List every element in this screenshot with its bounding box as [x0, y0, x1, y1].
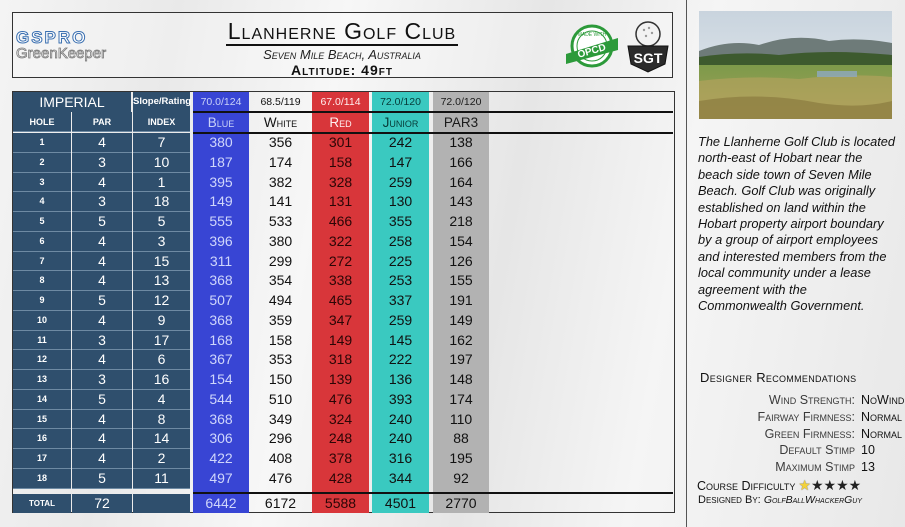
yardage-teal: 259: [388, 311, 413, 328]
yardage-teal: 259: [388, 173, 413, 190]
star-icon: ★: [798, 477, 811, 493]
yardage-white: 296: [268, 430, 293, 447]
yardage-red: 149: [328, 331, 353, 348]
hole-par: 4: [72, 271, 132, 291]
yardage-grey: 88: [453, 430, 469, 447]
yardage-grey: 143: [449, 193, 473, 210]
hole-par: 3: [72, 370, 132, 390]
yardage-blue: 422: [209, 450, 233, 466]
hole-index: 9: [133, 311, 190, 331]
hole-index: 13: [133, 271, 190, 291]
tee-rating-white: 68.5/119: [260, 96, 301, 108]
hole-index: 11: [133, 469, 190, 489]
yardage-white: 380: [268, 232, 293, 249]
hole-index: 4: [133, 390, 190, 410]
tee-name-red: Red: [329, 115, 352, 130]
course-location: Seven Mile Beach, Australia: [263, 47, 421, 62]
yardage-blue: 380: [209, 134, 233, 150]
hole-par: 5: [72, 469, 132, 489]
difficulty-stars: [798, 479, 861, 493]
yardage-blue: 368: [209, 272, 233, 289]
recommendations-title: Designer Recommendations: [700, 370, 857, 385]
yardage-grey: 110: [449, 410, 473, 427]
yardage-blue: 396: [209, 232, 233, 249]
yardage-red: 248: [328, 430, 353, 447]
yardage-teal: 393: [388, 390, 413, 407]
opcd-badge-text: OPCD: [576, 42, 608, 61]
tee-rating-teal: 72.0/120: [380, 96, 421, 108]
yardage-teal: 242: [388, 134, 413, 150]
yardage-white: 533: [268, 213, 293, 229]
yardage-white: 356: [268, 134, 293, 150]
yardage-red: 476: [328, 390, 353, 407]
yardage-grey: 197: [449, 351, 473, 368]
yardage-white: 150: [268, 371, 293, 387]
yardage-teal: 147: [388, 153, 413, 170]
total-yardage-teal: 4501: [384, 495, 417, 511]
hole-par: 3: [72, 192, 132, 212]
yardage-grey: 174: [449, 390, 473, 407]
yardage-grey: 162: [449, 331, 473, 348]
yardage-red: 139: [328, 371, 353, 387]
yardage-red: 272: [328, 252, 353, 269]
yardage-teal: 145: [388, 331, 413, 348]
hole-index: 1: [133, 173, 190, 193]
yardage-white: 382: [268, 173, 293, 190]
yardage-grey: 154: [449, 232, 473, 249]
star-icon: ★: [836, 477, 849, 493]
yardage-white: 174: [268, 153, 293, 170]
yardage-teal: 258: [388, 232, 413, 249]
yardage-blue: 368: [209, 410, 233, 427]
hole-par: 4: [72, 449, 132, 469]
hole-number: 11: [13, 331, 71, 351]
yardage-blue: 368: [209, 311, 233, 328]
star-icon: ★: [823, 477, 837, 493]
yardage-red: 428: [328, 469, 353, 486]
yardage-white: 510: [268, 390, 293, 407]
hole-index: 3: [133, 232, 190, 252]
total-label: TOTAL: [13, 494, 71, 513]
yardage-grey: 149: [449, 311, 473, 328]
recommendation-row: [700, 427, 855, 443]
yardage-teal: 253: [388, 272, 413, 289]
star-icon: ★: [810, 477, 824, 493]
yardage-blue: 544: [209, 390, 233, 407]
yardage-blue: 306: [209, 430, 233, 447]
recommendation-label: Green Firmness:: [764, 426, 855, 441]
yardage-white: 408: [268, 450, 293, 466]
slope-rating-label: Slope/Rating: [133, 92, 190, 112]
yardage-grey: 155: [449, 272, 473, 289]
yardage-white: 349: [268, 410, 293, 427]
yardage-teal: 355: [388, 213, 413, 229]
hole-number: 7: [13, 252, 71, 272]
recommendation-value: 10: [861, 443, 875, 458]
yardage-teal: 136: [388, 371, 413, 387]
yardage-blue: 555: [209, 213, 233, 229]
course-difficulty: [697, 477, 861, 494]
yardage-grey: 195: [449, 450, 473, 466]
hole-number: 1: [13, 133, 71, 153]
yardage-blue: 168: [209, 331, 233, 348]
yardage-white: 494: [268, 292, 293, 308]
course-title-block: [140, 18, 544, 78]
sgt-badge-icon: [625, 18, 671, 74]
tee-rating-grey: 72.0/120: [440, 96, 482, 108]
index-header: INDEX: [133, 112, 190, 132]
hole-number: 12: [13, 350, 71, 370]
yardage-grey: 218: [449, 213, 473, 229]
tee-rating-red: 67.0/114: [320, 96, 361, 108]
hole-index: 2: [133, 449, 190, 469]
yardage-red: 322: [328, 232, 353, 249]
yardage-grey: 191: [449, 292, 473, 308]
hole-number: 6: [13, 232, 71, 252]
hole-index: 7: [133, 133, 190, 153]
course-altitude: Altitude: 49ft: [291, 62, 393, 78]
gspro-logo-text: GSPRO: [16, 28, 88, 47]
hole-number: 18: [13, 469, 71, 489]
recommendation-label: Wind Strength:: [768, 393, 855, 407]
yardage-red: 338: [328, 272, 353, 289]
yardage-white: 353: [268, 351, 293, 368]
hole-index: 5: [133, 212, 190, 232]
tee-name-white: White: [263, 115, 298, 130]
yardage-red: 465: [328, 292, 353, 308]
hole-number: 17: [13, 449, 71, 469]
hole-header: HOLE: [13, 112, 71, 132]
yardage-grey: 92: [453, 469, 469, 486]
yardage-white: 359: [268, 311, 293, 328]
total-yardage-white: 6172: [264, 495, 297, 511]
recommendation-label: Maximum Stimp: [775, 460, 855, 475]
yardage-grey: 166: [449, 153, 473, 170]
yardage-red: 318: [328, 351, 353, 368]
yardage-blue: 507: [209, 292, 233, 308]
yardage-blue: 154: [209, 371, 233, 387]
yardage-teal: 222: [388, 351, 413, 368]
hole-number: 10: [13, 311, 71, 331]
recommendation-label: Default Stimp: [779, 443, 855, 458]
yardage-blue: 149: [209, 193, 233, 210]
total-yardage-grey: 2770: [445, 495, 477, 511]
hole-number: 15: [13, 410, 71, 430]
hole-index: 18: [133, 192, 190, 212]
hole-number: 13: [13, 370, 71, 390]
hole-par: 4: [72, 173, 132, 193]
yardage-red: 131: [328, 193, 353, 210]
hole-number: 9: [13, 291, 71, 311]
opcd-ring-text: MADE WITH: [577, 32, 607, 38]
designed-by: Designed By: GolfBallWhackerGuy: [698, 494, 863, 506]
recommendation-value: 13: [861, 460, 875, 475]
greenkeeper-logo-text: GreenKeeper: [16, 45, 107, 62]
header-divider: [193, 111, 673, 113]
recommendation-row: [700, 460, 855, 476]
hole-par: 3: [72, 331, 132, 351]
yardage-teal: 240: [388, 430, 413, 447]
hole-par: 4: [72, 410, 132, 430]
yardage-grey: 138: [449, 134, 473, 150]
hole-par: 4: [72, 429, 132, 449]
yardage-red: 324: [328, 410, 353, 427]
total-yardage-blue: 6442: [205, 495, 237, 511]
course-difficulty-label: Course Difficulty: [697, 479, 796, 493]
par-header: PAR: [72, 112, 132, 132]
hole-par: 3: [72, 153, 132, 173]
tee-name-blue: Blue: [207, 115, 235, 130]
yardage-grey: 148: [449, 371, 473, 387]
tee-rating-blue: 70.0/124: [200, 96, 242, 108]
hole-index: 15: [133, 252, 190, 272]
hole-number: 14: [13, 390, 71, 410]
yardage-blue: 497: [209, 469, 233, 486]
opcd-badge-icon: [562, 24, 622, 68]
yardage-red: 158: [328, 153, 353, 170]
designer-name: GolfBallWhackerGuy: [763, 494, 863, 506]
yardage-teal: 337: [388, 292, 413, 308]
hole-index: 14: [133, 429, 190, 449]
tee-name-teal: Junior: [382, 115, 419, 130]
yardage-teal: 240: [388, 410, 413, 427]
recommendation-value: Normal: [861, 426, 903, 441]
yardage-white: 476: [268, 469, 293, 486]
yardage-teal: 316: [388, 450, 413, 466]
hole-par: 4: [72, 350, 132, 370]
hole-number: 16: [13, 429, 71, 449]
yardage-blue: 187: [209, 153, 233, 170]
hole-par: 5: [72, 212, 132, 232]
panel-divider: [686, 0, 687, 527]
hole-index: 12: [133, 291, 190, 311]
hole-number: 3: [13, 173, 71, 193]
yardage-blue: 367: [209, 351, 233, 368]
tee-name-grey: PAR3: [443, 115, 479, 130]
course-photo: [699, 11, 892, 119]
hole-number: 4: [13, 192, 71, 212]
hole-index: 17: [133, 331, 190, 351]
yardage-teal: 225: [388, 252, 413, 269]
yardage-white: 299: [268, 252, 293, 269]
hole-par: 5: [72, 291, 132, 311]
hole-par: 4: [72, 311, 132, 331]
recommendation-value: Normal: [861, 409, 903, 424]
yardage-teal: 130: [388, 193, 413, 210]
hole-par: 5: [72, 390, 132, 410]
yardage-grey: 164: [449, 173, 473, 190]
hole-number: 5: [13, 212, 71, 232]
hole-par: 4: [72, 252, 132, 272]
yardage-red: 347: [328, 311, 353, 328]
yardage-blue: 311: [209, 252, 233, 269]
units-label: IMPERIAL: [13, 92, 131, 112]
yardage-red: 301: [328, 134, 353, 150]
hole-index: 16: [133, 370, 190, 390]
hole-number: 8: [13, 271, 71, 291]
total-par: 72: [72, 494, 132, 513]
yardage-blue: 395: [209, 173, 233, 190]
recommendation-row: [700, 393, 855, 409]
hole-index: 6: [133, 350, 190, 370]
yardage-white: 354: [268, 272, 293, 289]
star-icon: ★: [848, 477, 862, 493]
yardage-teal: 344: [388, 469, 413, 486]
hole-par: 4: [72, 133, 132, 153]
yardage-white: 158: [268, 331, 293, 348]
yardage-red: 378: [328, 450, 353, 466]
yardage-grey: 126: [449, 252, 473, 269]
recommendation-row: [700, 410, 855, 426]
sgt-badge-text: SGT: [633, 50, 663, 66]
recommendation-label: Fairway Firmness:: [757, 409, 855, 424]
hole-index: 8: [133, 410, 190, 430]
course-name: Llanherne Golf Club: [227, 18, 457, 44]
hole-index: 10: [133, 153, 190, 173]
total-yardage-red: 5588: [324, 495, 357, 511]
recommendation-value: NoWind: [861, 393, 905, 407]
total-index-blank: [133, 494, 190, 513]
hole-number: 2: [13, 153, 71, 173]
gspro-logo: [16, 30, 126, 62]
yardage-red: 466: [328, 213, 353, 229]
course-description: The Llanherne Golf Club is located north-east of Hobart near the beach side town of Seven Mile Beach. Golf Club was originally established on land within the Hobart property airport boundary by a group of airport employees and interested members from the local community under a lease agreement with the Commonwealth Government.: [698, 134, 896, 314]
yardage-red: 328: [328, 173, 353, 190]
recommendation-row: [700, 443, 855, 459]
hole-par: 4: [72, 232, 132, 252]
yardage-white: 141: [268, 193, 293, 210]
